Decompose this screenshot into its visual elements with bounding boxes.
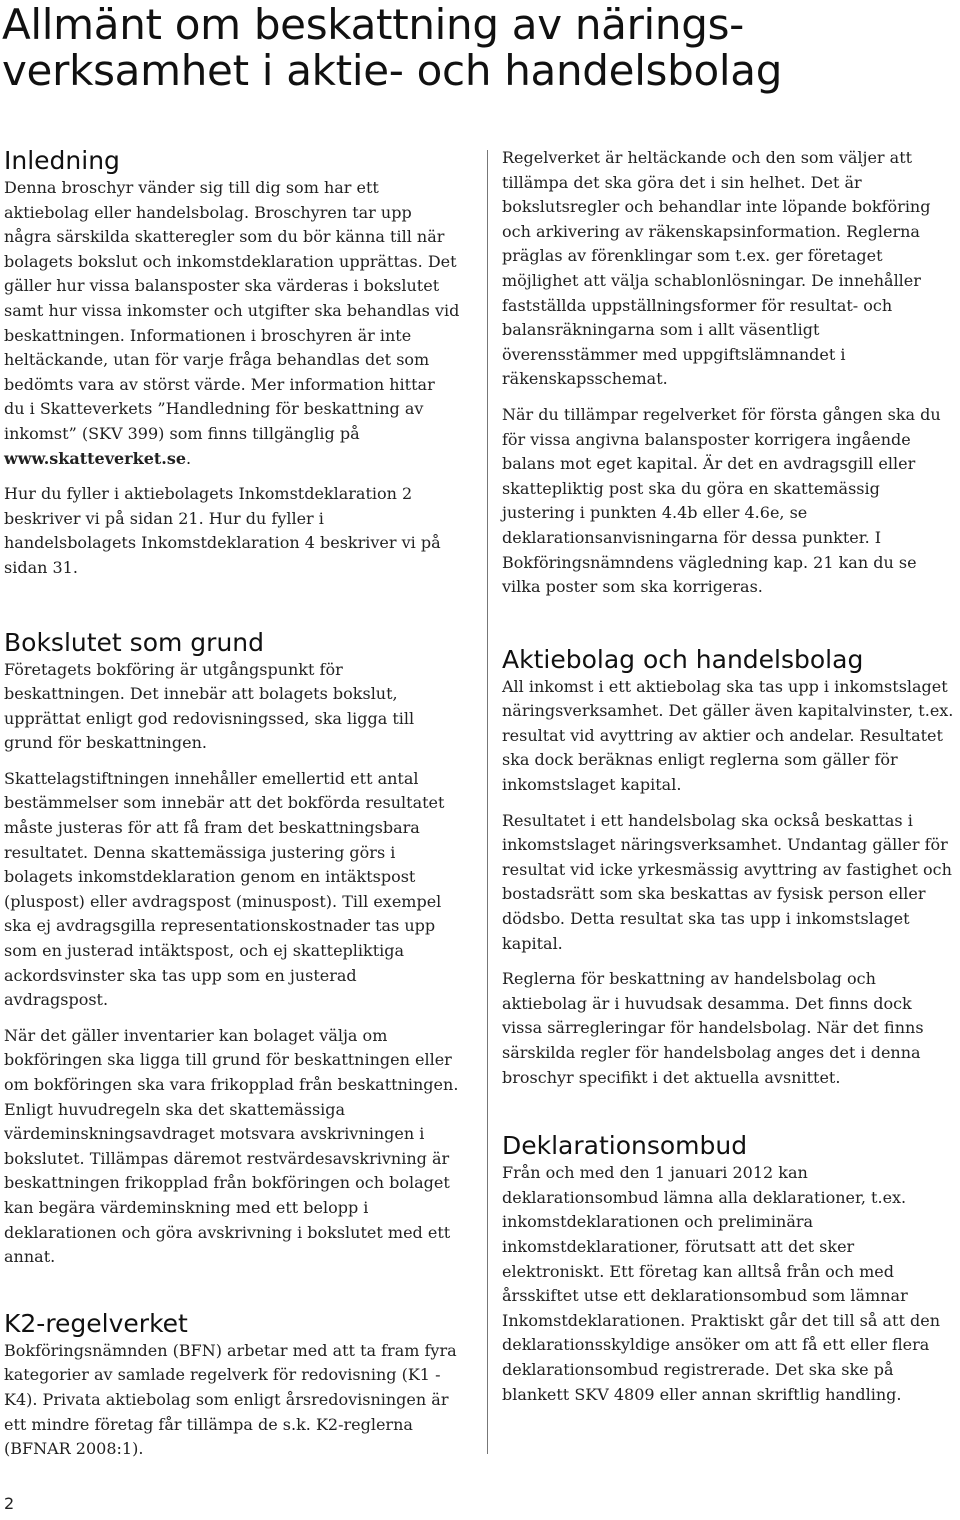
section-bokslutet bbox=[4, 628, 460, 1270]
heading-bokslutet: Bokslutet som grund bbox=[4, 627, 264, 657]
heading-k2: K2-regelverket bbox=[4, 1308, 188, 1338]
section-inledning bbox=[4, 146, 460, 581]
heading-inledning: Inledning bbox=[4, 146, 120, 175]
section-aktiebolag bbox=[502, 645, 954, 1091]
inledning-paragraph-1-text: Denna broschyr vänder sig till dig som har ett aktiebolag eller handelsbolag. Broschyren tar upp några särskilda skatteregler som du bör känna till när bolagets bokslut och inkomstdeklaration upprättas. Det gäller hur vissa balansposter ska värderas i bokslutet samt hur vissa inkomster och utgifter ska behandlas vid beskattningen. Informationen i broschyren är inte heltäckande, utan för varje fråga behandlas det som bedömts vara av störst värde. Mer information hittar du i Skatteverkets ”Handledning för beskattning av inkomst” (SKV 399) som finns tillgänglig på bbox=[4, 178, 460, 443]
aktiebolag-paragraph-1: All inkomst i ett aktiebolag ska tas upp i inkomstslaget näringsverksamhet. Det gäller även kapitalvinster, t.ex. resultat vid avyttring av aktier och andelar. Resultatet ska dock beräknas enligt reglerna som gäller för inkomstslaget kapital. bbox=[502, 676, 954, 795]
bokslutet-paragraph-1: Företagets bokföring är utgångspunkt för beskattningen. Det innebär att bolagets bokslut, upprättat enligt god redovisningssed, ska ligga till grund för beskattningen. bbox=[4, 659, 415, 753]
inledning-paragraph-1 bbox=[4, 176, 460, 471]
page-title-line-2: verksamhet i aktie- och handelsbolag bbox=[2, 46, 783, 95]
page-title-line-1: Allmänt om beskattning av närings- bbox=[2, 0, 745, 49]
heading-aktiebolag: Aktiebolag och handelsbolag bbox=[502, 644, 864, 674]
aktiebolag-paragraph-3: Reglerna för beskattning av handelsbolag och aktiebolag är i huvudsak desamma. Det finns dock vissa särregleringar för handelsbolag. När det finns särskilda regler för handelsbolag anges det i denna broschyr specifikt i det aktuella avsnittet. bbox=[502, 969, 924, 1087]
inledning-paragraph-1-end: . bbox=[186, 448, 192, 468]
bokslutet-paragraph-3: När det gäller inventarier kan bolaget välja om bokföringen ska ligga till grund för beskattningen eller om bokföringen ska vara frikopplad från beskattningen. Enligt huvudregeln ska det skattemässiga värdeminskningsavdraget motsvara avskrivningen i bokslutet. Tillämpas däremot restvärdesavskrivning är beskattningen frikopplad från bokföringen och bolaget kan begära värdeminskning med ett belopp i deklarationen och göra avskrivning i bokslutet med ett annat. bbox=[4, 1025, 459, 1267]
heading-deklarationsombud: Deklarationsombud bbox=[502, 1131, 748, 1161]
column-divider bbox=[487, 150, 488, 1454]
aktiebolag-paragraph-2: Resultatet i ett handelsbolag ska också beskattas i inkomstslaget näringsverksamhet. Undantag gäller för resultat vid icke yrkesmässig avyttring av fastighet och bostadsrätt som ska beskattas av fysisk person eller dödsbo. Detta resultat ska tas upp i inkomstslaget kapital. bbox=[502, 810, 952, 953]
skatteverket-link[interactable]: www.skatteverket.se bbox=[4, 448, 187, 468]
page-number: 2 bbox=[4, 1494, 15, 1513]
right-column bbox=[502, 146, 954, 1418]
page-title bbox=[2, 2, 957, 94]
regelverk-paragraph-1: Regelverket är heltäckande och den som väljer att tillämpa det ska göra det i sin helhet. Det är bokslutsregler och behandlar inte löpande bokföring och arkivering av räkenskapsinformation. Reglerna präglas av förenklingar som t.ex. ger företaget möjlighet att välja schablonlösningar. De innehåller fastställda uppställningsformer för resultat- och balansräkningarna som i allt väsentligt överensstämmer med uppgiftslämnandet i räkenskapsschemat. bbox=[502, 148, 931, 389]
section-k2 bbox=[4, 1309, 460, 1462]
k2-paragraph-1: Bokföringsnämnden (BFN) arbetar med att ta fram fyra kategorier av samlade regelverk för redovisning (K1 - K4). Privata aktiebolag som enligt årsredovisningen är ett mindre företag får tillämpa de s.k. K2-reglerna (BFNAR 2008:1). bbox=[4, 1340, 457, 1459]
deklarationsombud-paragraph-1: Från och med den 1 januari 2012 kan deklarationsombud lämna alla deklarationer, t.ex. inkomstdeklarationen och preliminära inkomstdeklarationer, förutsatt att det sker elektroniskt. Ett företag kan alltså från och med årsskiftet utse ett deklarationsombud som lämnar Inkomstdeklarationen. Praktiskt går det till så att den deklarationsskyldige ansöker om att få ett eller flera deklarationsombud registrerade. Det ska ske på blankett SKV 4809 eller annan skriftlig handling. bbox=[502, 1163, 941, 1404]
left-column bbox=[4, 146, 460, 1473]
section-deklarationsombud bbox=[502, 1131, 954, 1407]
bokslutet-paragraph-2: Skattelagstiftningen innehåller emellertid ett antal bestämmelser som innebär att det bokförda resultatet måste justeras för att få fram det beskattningsbara resultatet. Denna skattemässiga justering görs i bolagets inkomstdeklaration genom en intäktspost (pluspost) eller avdragspost (minuspost). Till exempel ska ej avdragsgilla representationskostnader tas upp som en justerad intäktspost, och ej skattepliktiga ackordsvinster ska tas upp som en justerad avdragspost. bbox=[4, 768, 445, 1010]
regelverk-paragraph-2: När du tillämpar regelverket för första gången ska du för vissa angivna balansposter korrigera ingående balans mot eget kapital. Är det en avdragsgill eller skattepliktig post ska du göra en skattemässig justering i punkten 4.4b eller 4.6e, se deklarationsanvisningarna för dessa punkter. I Bokföringsnämndens vägledning kap. 21 kan du se vilka poster som ska korrigeras. bbox=[502, 404, 941, 597]
section-regelverk-continued bbox=[502, 146, 954, 600]
inledning-paragraph-2: Hur du fyller i aktiebolagets Inkomstdeklaration 2 beskriver vi på sidan 21. Hur du fyller i handelsbolagets Inkomstdeklaration 4 beskriver vi på sidan 31. bbox=[4, 484, 441, 577]
